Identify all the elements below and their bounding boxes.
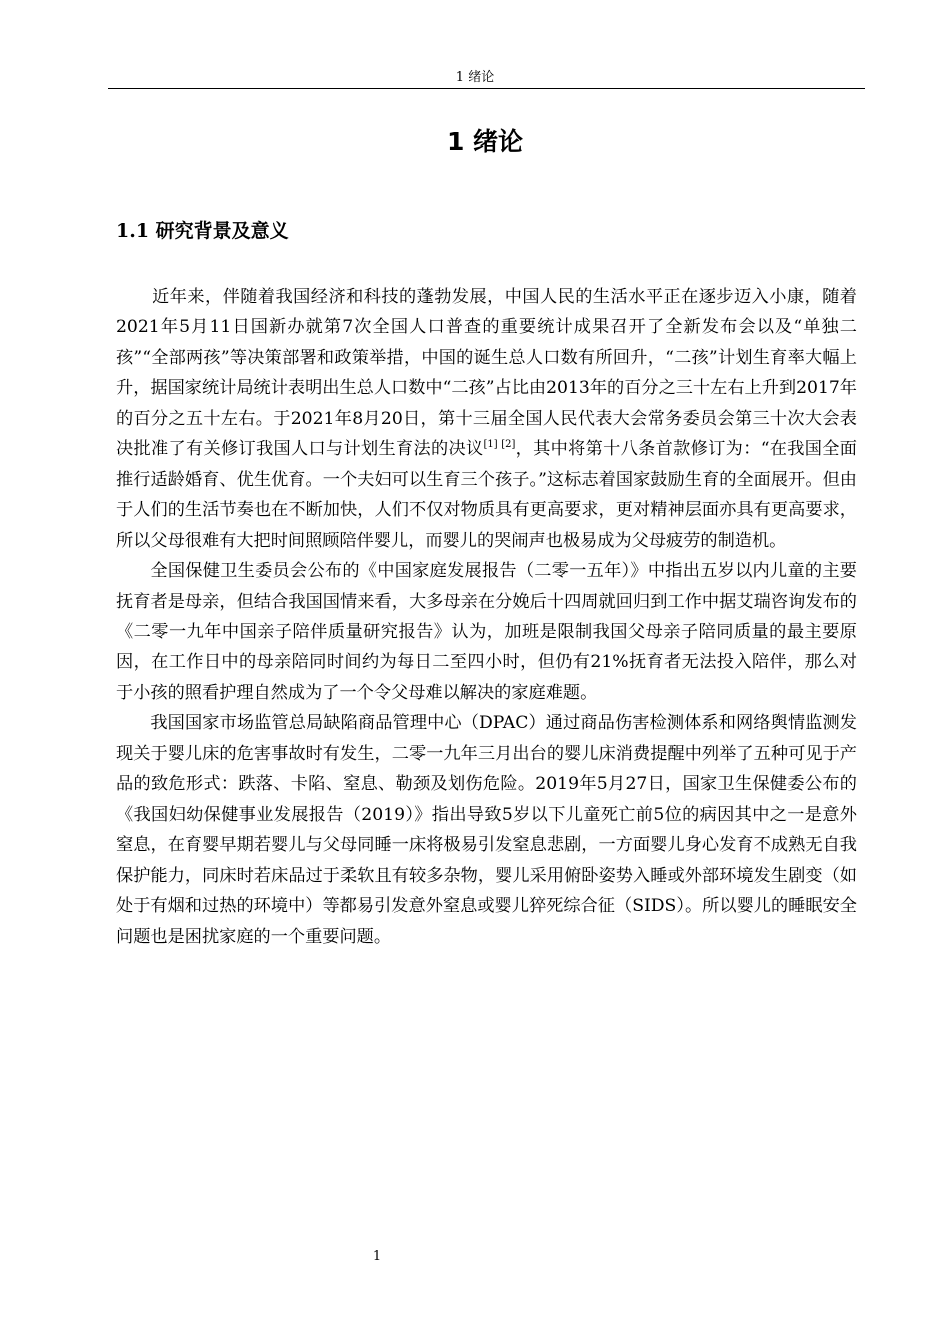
paragraph-2: 全国保健卫生委员会公布的《中国家庭发展报告（二零一五年）》中指出五岁以内儿童的主要抚育者是母亲，但结合我国国情来看，大多母亲在分娩后十四周就回归到工作中据艾瑞咨询发布的《二零一九年中国亲子陪伴质量研究报告》认为，加班是限制我国父母亲子陪同质量的最主要原因，在工作日中的母亲陪同时间约为每日二至四小时，但仍有21%抚育者无法投入陪伴，那么对于小孩的照看护理自然成为了一个令父母难以解决的家庭难题。 (116, 561, 857, 703)
paragraph-3: 我国国家市场监管总局缺陷商品管理中心（DPAC）通过商品伤害检测体系和网络舆情监测发现关于婴儿床的危害事故时有发生，二零一九年三月出台的婴儿床消费提醒中列举了五种可见于产品的致危形式：跌落、卡陷、窒息、勒颈及划伤危险。2019年5月27日，国家卫生保健委公布的《我国妇幼保健事业发展报告（2019）》指出导致5岁以下儿童死亡前5位的病因其中之一是意外窒息，在育婴早期若婴儿与父母同睡一床将极易引发窒息悲剧，一方面婴儿身心发育不成熟无自我保护能力，同床时若床品过于柔软且有较多杂物，婴儿采用俯卧姿势入睡或外部环境发生剧变（如处于有烟和过热的环境中）等都易引发意外窒息或婴儿猝死综合征（SIDS）。所以婴儿的睡眠安全问题也是困扰家庭的一个重要问题。 (116, 713, 857, 947)
paragraph-1-text-after-citation: ，其中将第十八条首款修订为：“在我国全面推行适龄婚育、优生优育。一个夫妇可以生育三个孩子。”这标志着国家鼓励生育的全面展开。但由于人们的生活节奏也在不断加快，人们不仅对物质具有更高要求，更对精神层面亦具有更高要求，所以父母很难有大把时间照顾陪伴婴儿，而婴儿的哭闹声也极易成为父母疲劳的制造机。 (116, 439, 857, 551)
citation-reference[interactable]: [1] [2] (483, 439, 516, 451)
header-rule (108, 88, 865, 89)
body-text (116, 282, 857, 952)
paragraph-1 (116, 282, 857, 556)
running-header: 1 绪论 (455, 70, 495, 85)
chapter-title: 1 绪论 (446, 127, 524, 156)
section-title: 1.1 研究背景及意义 (116, 220, 289, 242)
page-number: 1 (372, 1249, 382, 1264)
paragraph-1-text-before-citation: 近年来，伴随着我国经济和科技的蓬勃发展，中国人民的生活水平正在逐步迈入小康，随着2021年5月11日国新办就第7次全国人口普查的重要统计成果召开了全新发布会以及“单独二孩”“全部两孩”等决策部署和政策举措，中国的诞生总人口数有所回升，“二孩”计划生育率大幅上升，据国家统计局统计表明出生总人口数中“二孩”占比由2013年的百分之三十左右上升到2017年的百分之五十左右。于2021年8月20日，第十三届全国人民代表大会常务委员会第三十次大会表决批准了有关修订我国人口与计划生育法的决议 (116, 287, 857, 460)
